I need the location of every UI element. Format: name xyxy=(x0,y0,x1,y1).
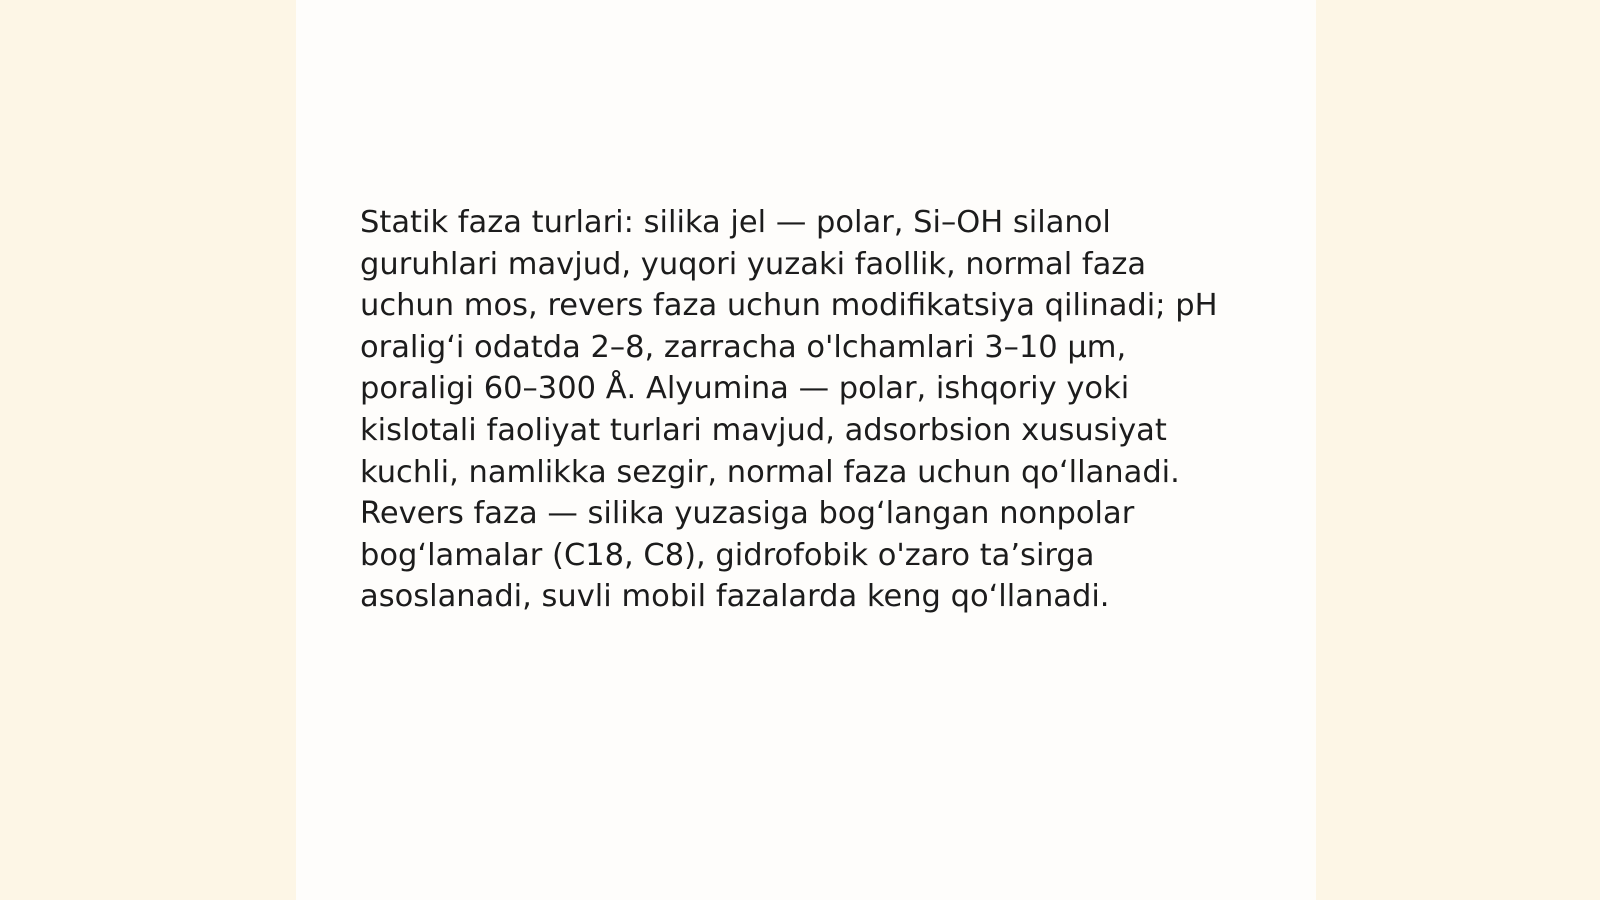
document-page xyxy=(296,0,1316,900)
body-paragraph: Statik faza turlari: silika jel — polar, Si–OH silanol guruhlari mavjud, yuqori yuzaki faollik, normal faza uchun mos, revers faza uchun modifikatsiya qilinadi; pH oralig‘i odatda 2–8, zarracha o'lchamlari 3–10 µm, poraligi 60–300 Å. Alyumina — polar, ishqoriy yoki kislotali faoliyat turlari mavjud, adsorbsion xususiyat kuchli, namlikka sezgir, normal faza uchun qo‘llanadi. Revers faza — silika yuzasiga bog‘langan nonpolar bog‘lamalar (C18, C8), gidrofobik o'zaro ta’sirga asoslanadi, suvli mobil fazalarda keng qo‘llanadi. xyxy=(360,205,1218,615)
